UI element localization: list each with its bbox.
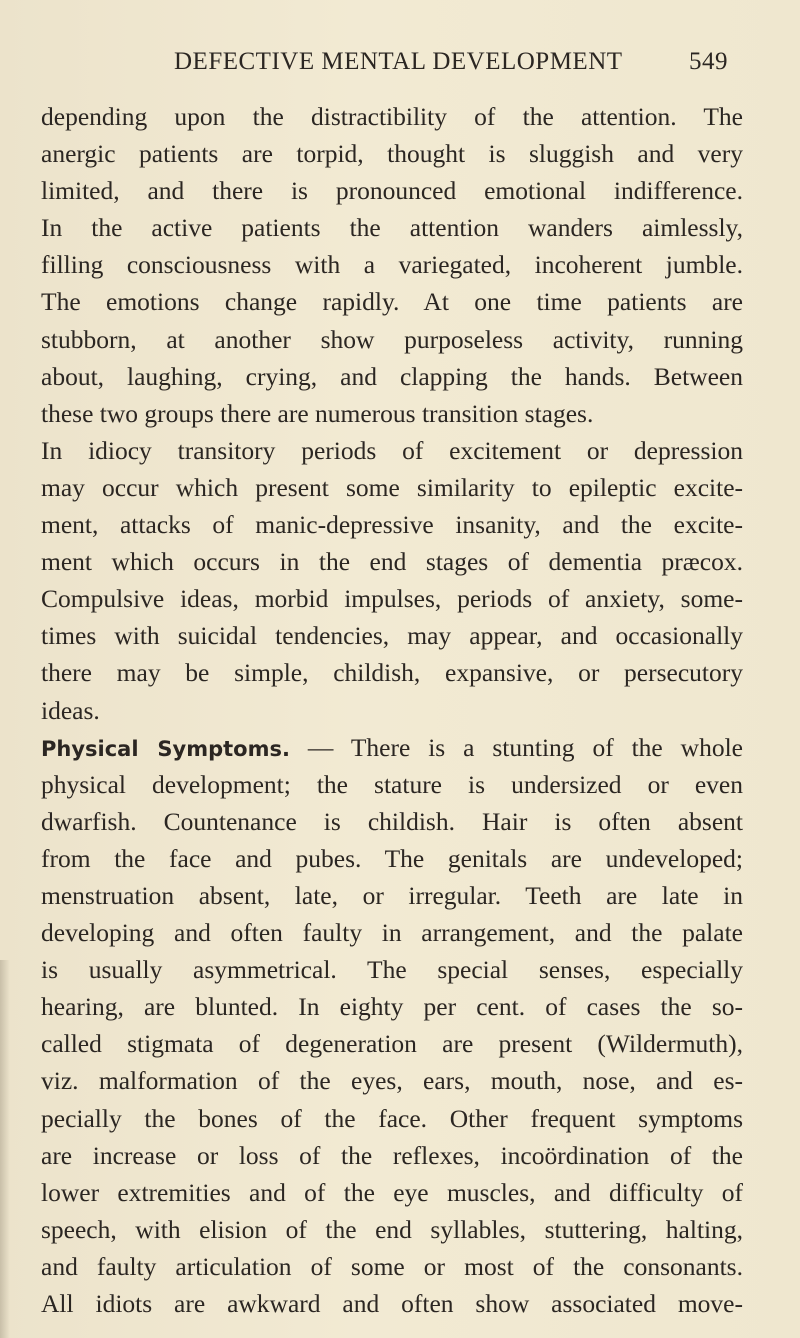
running-head: [174, 44, 728, 80]
text-line: physical development; the stature is undersized or even: [41, 769, 743, 799]
text-line: called stigmata of degeneration are present (Wildermuth),: [41, 1029, 743, 1059]
text-line: is usually asymmetrical. The special senses, especially: [41, 955, 743, 985]
text-line: limited, and there is pronounced emotional indifference.: [41, 176, 743, 206]
text-line: All idiots are awkward and often show associated move-: [41, 1289, 743, 1318]
running-title: DEFECTIVE MENTAL DEVELOPMENT: [174, 48, 623, 75]
text-line: In idiocy transitory periods of excitement or depression: [41, 435, 743, 465]
text-line: developing and often faulty in arrangement, and the palate: [41, 918, 743, 948]
text-line: stubborn, at another show purposeless activity, running: [41, 324, 743, 354]
text-line: from the face and pubes. The genitals are undeveloped;: [41, 843, 743, 873]
text-line: anergic patients are torpid, thought is sluggish and very: [41, 139, 743, 169]
text-line: viz. malformation of the eyes, ears, mouth, nose, and es-: [41, 1066, 743, 1096]
text-line: these two groups there are numerous transition stages.: [41, 398, 594, 428]
text-line: lower extremities and of the eye muscles, and difficulty of: [41, 1177, 743, 1207]
text-block: [41, 98, 743, 1322]
text-line: ment which occurs in the end stages of dementia præcox.: [41, 547, 743, 577]
text-line: times with suicidal tendencies, may appear, and occasionally: [41, 621, 743, 651]
page-number: 549: [689, 48, 728, 75]
section-heading: Physical Symptoms.: [41, 736, 290, 761]
text-line: depending upon the distractibility of the attention. The: [41, 102, 743, 131]
text-line: are increase or loss of the reflexes, incoördination of the: [41, 1140, 743, 1170]
text-line: and faulty articulation of some or most of the consonants.: [41, 1251, 743, 1281]
text-line: ment, attacks of manic-depressive insanity, and the excite-: [41, 510, 743, 540]
text-line: In the active patients the attention wanders aimlessly,: [41, 213, 743, 243]
text-line: hearing, are blunted. In eighty per cent. of cases the so-: [41, 992, 743, 1022]
text-line: about, laughing, crying, and clapping the hands. Between: [41, 361, 743, 391]
section-first-line: [41, 729, 743, 766]
text-line: filling consciousness with a variegated, incoherent jumble.: [41, 250, 743, 280]
text-line: speech, with elision of the end syllables, stuttering, halting,: [41, 1214, 743, 1244]
section-first-line-text: — There is a stunting of the whole: [289, 732, 743, 762]
page-edge-shadow: [0, 960, 10, 1338]
text-line: there may be simple, childish, expansive, or persecutory: [41, 658, 743, 688]
text-line: Compulsive ideas, morbid impulses, periods of anxiety, some-: [41, 584, 743, 614]
text-line: menstruation absent, late, or irregular. Teeth are late in: [41, 880, 743, 910]
text-line: may occur which present some similarity to epileptic excite-: [41, 472, 743, 502]
text-line: dwarfish. Countenance is childish. Hair is often absent: [41, 806, 743, 836]
text-line: pecially the bones of the face. Other frequent symptoms: [41, 1103, 743, 1133]
text-line: The emotions change rapidly. At one time patients are: [41, 287, 743, 317]
text-line: ideas.: [41, 695, 100, 725]
